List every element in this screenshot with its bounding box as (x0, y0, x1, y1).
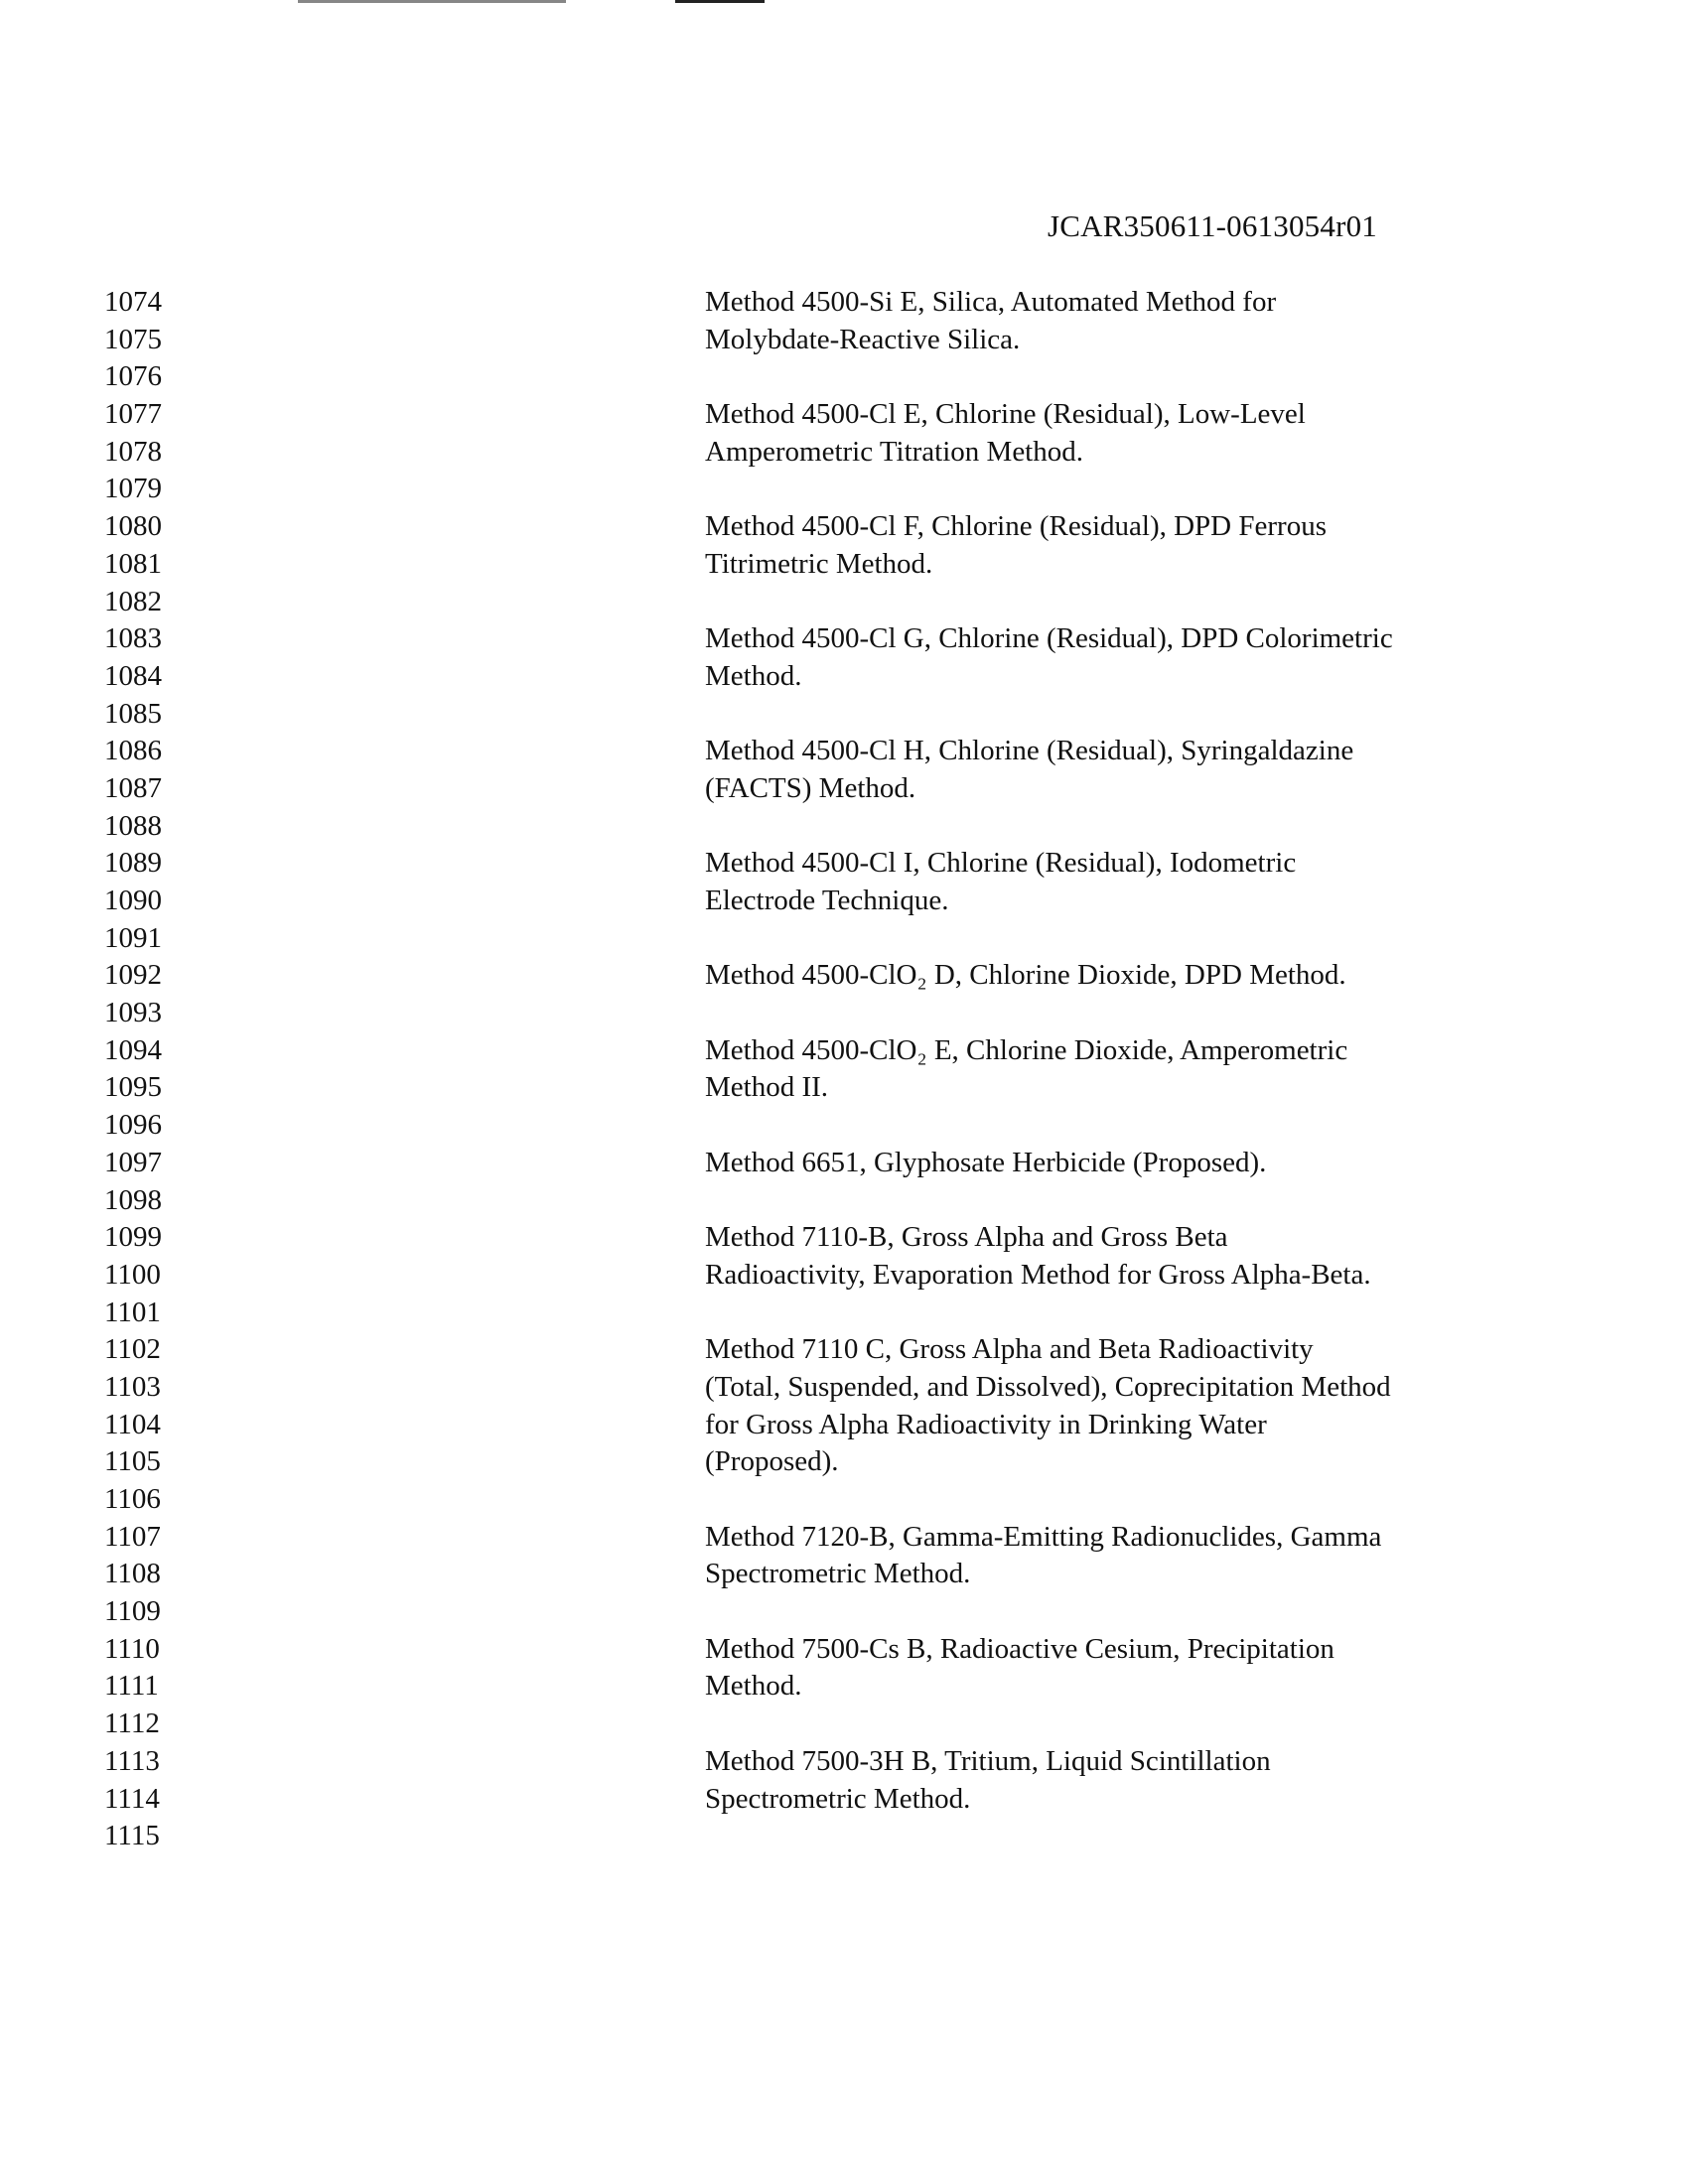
method-entry-line: Amperometric Titration Method. (705, 435, 1083, 468)
method-entry-line: Method. (705, 659, 802, 692)
method-entry-line: Method 4500-Si E, Silica, Automated Method for (705, 286, 1277, 318)
method-entry (705, 845, 1579, 957)
method-list (705, 284, 1579, 1855)
entry-spacer (705, 358, 1579, 396)
line-number: 1106 (104, 1483, 161, 1515)
method-entry (705, 1032, 1579, 1145)
top-scan-rule (298, 0, 566, 3)
line-number: 1115 (104, 1820, 160, 1852)
line-number: 1088 (104, 809, 162, 842)
method-entry-line: (Proposed). (705, 1445, 839, 1478)
method-entry (705, 284, 1579, 396)
method-entry (705, 1219, 1579, 1331)
line-number: 1084 (104, 659, 162, 692)
method-entry-line: Method 7500-Cs B, Radioactive Cesium, Precipitation (705, 1632, 1334, 1665)
line-number: 1081 (104, 547, 162, 580)
method-entry-line: for Gross Alpha Radioactivity in Drinking Water (705, 1408, 1267, 1440)
line-number: 1085 (104, 697, 162, 730)
line-number: 1101 (104, 1296, 161, 1328)
line-number: 1091 (104, 921, 162, 954)
entry-spacer (705, 808, 1579, 846)
top-scan-rule (675, 0, 765, 3)
entry-spacer (705, 1481, 1579, 1519)
line-number: 1087 (104, 771, 162, 804)
method-entry-line: Radioactivity, Evaporation Method for Gross Alpha-Beta. (705, 1258, 1371, 1291)
line-number: 1109 (104, 1595, 161, 1628)
line-number: 1076 (104, 360, 162, 393)
line-number: 1110 (104, 1632, 160, 1665)
method-entry-line: Method II. (705, 1071, 829, 1104)
line-number: 1077 (104, 398, 162, 431)
method-entry-line: (FACTS) Method. (705, 771, 916, 804)
line-number: 1082 (104, 585, 162, 617)
line-number: 1096 (104, 1109, 162, 1142)
entry-spacer (705, 1295, 1579, 1332)
line-number: 1094 (104, 1033, 162, 1066)
method-entry-line: Spectrometric Method. (705, 1558, 971, 1590)
entry-spacer (705, 920, 1579, 958)
method-entry-line: Method 4500-Cl E, Chlorine (Residual), Low-Level (705, 398, 1306, 431)
method-entry (705, 1519, 1579, 1631)
line-number-column (104, 284, 223, 1855)
line-number: 1086 (104, 735, 162, 767)
method-entry (705, 508, 1579, 620)
line-number: 1078 (104, 435, 162, 468)
method-entry-line: Method 6651, Glyphosate Herbicide (Proposed). (705, 1146, 1267, 1178)
entry-spacer (705, 696, 1579, 734)
entry-spacer (705, 995, 1579, 1032)
method-entry (705, 957, 1579, 1031)
method-entry-line: Method 7110-B, Gross Alpha and Gross Beta (705, 1221, 1228, 1254)
line-number: 1113 (104, 1744, 160, 1777)
line-number: 1092 (104, 959, 162, 992)
method-entry-line: Molybdate-Reactive Silica. (705, 323, 1021, 355)
line-number: 1090 (104, 885, 162, 916)
line-number: 1114 (104, 1782, 160, 1815)
method-entry-line: Method 4500-Cl G, Chlorine (Residual), DPD Colorimetric (705, 622, 1393, 655)
method-entry-line: Titrimetric Method. (705, 547, 933, 580)
line-number: 1099 (104, 1221, 162, 1254)
line-number: 1107 (104, 1520, 161, 1553)
entry-spacer (705, 471, 1579, 508)
method-entry-line: Method 4500-ClO₂ D, Chlorine Dioxide, DPD Method. (705, 959, 1346, 992)
entry-spacer (705, 1182, 1579, 1220)
line-number: 1097 (104, 1146, 162, 1178)
line-number: 1079 (104, 473, 162, 505)
method-entry-line: Method 4500-Cl F, Chlorine (Residual), DPD Ferrous (705, 510, 1327, 543)
line-number: 1083 (104, 622, 162, 655)
line-number: 1080 (104, 510, 162, 543)
line-number: 1108 (104, 1558, 161, 1590)
line-number: 1095 (104, 1071, 162, 1104)
method-entry-line: (Total, Suspended, and Dissolved), Coprecipitation Method (705, 1370, 1391, 1403)
method-entry (705, 1145, 1579, 1219)
method-entry-line: Electrode Technique. (705, 885, 949, 916)
method-entry (705, 620, 1579, 733)
method-entry-line: Method 4500-Cl I, Chlorine (Residual), Iodometric (705, 847, 1297, 880)
method-entry (705, 1743, 1579, 1855)
method-entry-line: Method 7120-B, Gamma-Emitting Radionuclides, Gamma (705, 1520, 1382, 1553)
line-number: 1111 (104, 1670, 159, 1703)
line-number: 1074 (104, 286, 162, 318)
entry-spacer (705, 1706, 1579, 1743)
method-entry (705, 1631, 1579, 1743)
entry-spacer (705, 584, 1579, 621)
line-number: 1103 (104, 1370, 161, 1403)
entry-spacer (705, 1593, 1579, 1631)
line-number: 1102 (104, 1333, 161, 1366)
line-number: 1100 (104, 1258, 161, 1291)
method-entry-line: Method 7110 C, Gross Alpha and Beta Radioactivity (705, 1333, 1314, 1366)
method-entry-line: Method 4500-ClO₂ E, Chlorine Dioxide, Amperometric (705, 1033, 1348, 1066)
entry-spacer (705, 1818, 1579, 1855)
entry-spacer (705, 1107, 1579, 1145)
method-entry-line: Spectrometric Method. (705, 1782, 971, 1815)
line-number: 1093 (104, 997, 162, 1029)
line-number: 1098 (104, 1183, 162, 1216)
line-number: 1112 (104, 1707, 160, 1740)
method-entry-line: Method 7500-3H B, Tritium, Liquid Scintillation (705, 1744, 1271, 1777)
line-number: 1105 (104, 1445, 161, 1478)
method-entry (705, 733, 1579, 845)
method-entry-line: Method. (705, 1670, 802, 1703)
line-number: 1104 (104, 1408, 161, 1440)
document-id: JCAR350611-0613054r01 (1048, 208, 1378, 243)
line-number: 1089 (104, 847, 162, 880)
line-number: 1075 (104, 323, 162, 355)
method-entry (705, 396, 1579, 508)
method-entry-line: Method 4500-Cl H, Chlorine (Residual), Syringaldazine (705, 735, 1354, 767)
method-entry (705, 1331, 1579, 1518)
